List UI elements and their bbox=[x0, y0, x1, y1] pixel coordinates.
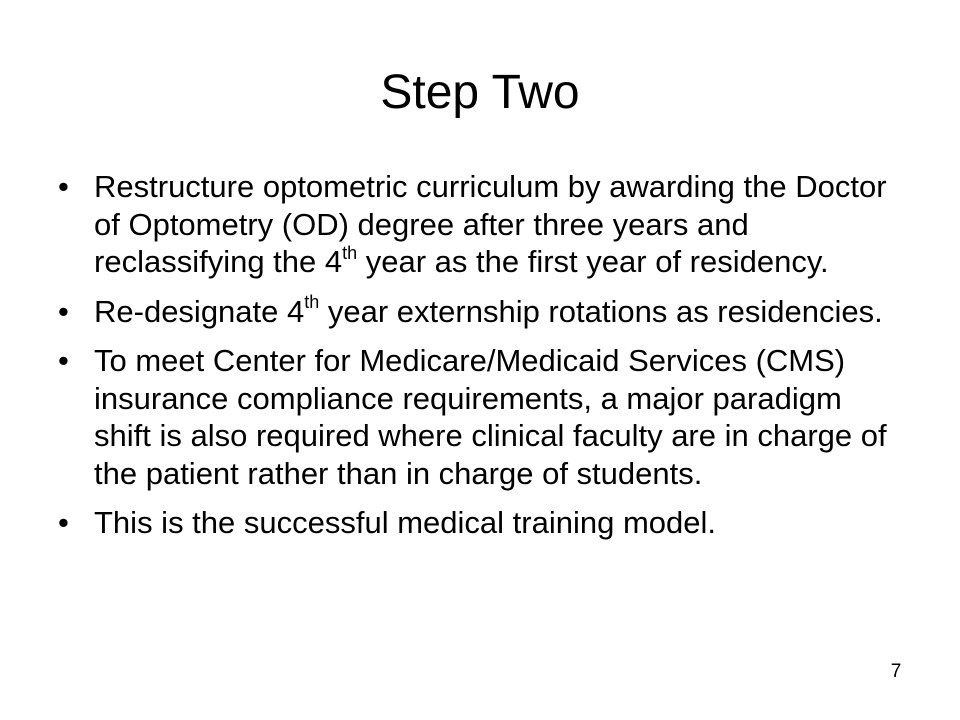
bullet-marker: • bbox=[58, 169, 69, 204]
bullet-marker: • bbox=[58, 343, 69, 378]
bullet-item-2 bbox=[57, 293, 907, 331]
bullet-marker: • bbox=[58, 293, 69, 329]
page-number: 7 bbox=[890, 661, 902, 682]
superscript-th: th bbox=[342, 242, 358, 263]
bullet-text-4: This is the successful medical training model. bbox=[94, 505, 716, 540]
bullet-text-2b: year externship rotations as residencies. bbox=[319, 293, 883, 329]
bullet-text-2a: Re-designate 4 bbox=[94, 293, 305, 329]
bullet-marker: • bbox=[58, 505, 69, 540]
bullet-text-3: To meet Center for Medicare/Medicaid Services (CMS) insurance compliance requirements, a major paradigm shift is also required where clinical faculty are in charge of the patient rather than in charge of students. bbox=[94, 343, 887, 491]
bullet-list bbox=[57, 168, 907, 554]
bullet-text-1a: Restructure optometric curriculum by awarding the Doctor of Optometry (OD) degree after three years and reclassifying the 4 bbox=[94, 169, 887, 279]
superscript-th: th bbox=[304, 292, 320, 313]
bullet-item-3 bbox=[57, 342, 907, 492]
bullet-item-4 bbox=[57, 504, 907, 542]
bullet-text-1b: year as the first year of residency. bbox=[357, 244, 829, 279]
bullet-item-1 bbox=[57, 168, 907, 281]
slide-title: Step Two bbox=[380, 66, 580, 119]
